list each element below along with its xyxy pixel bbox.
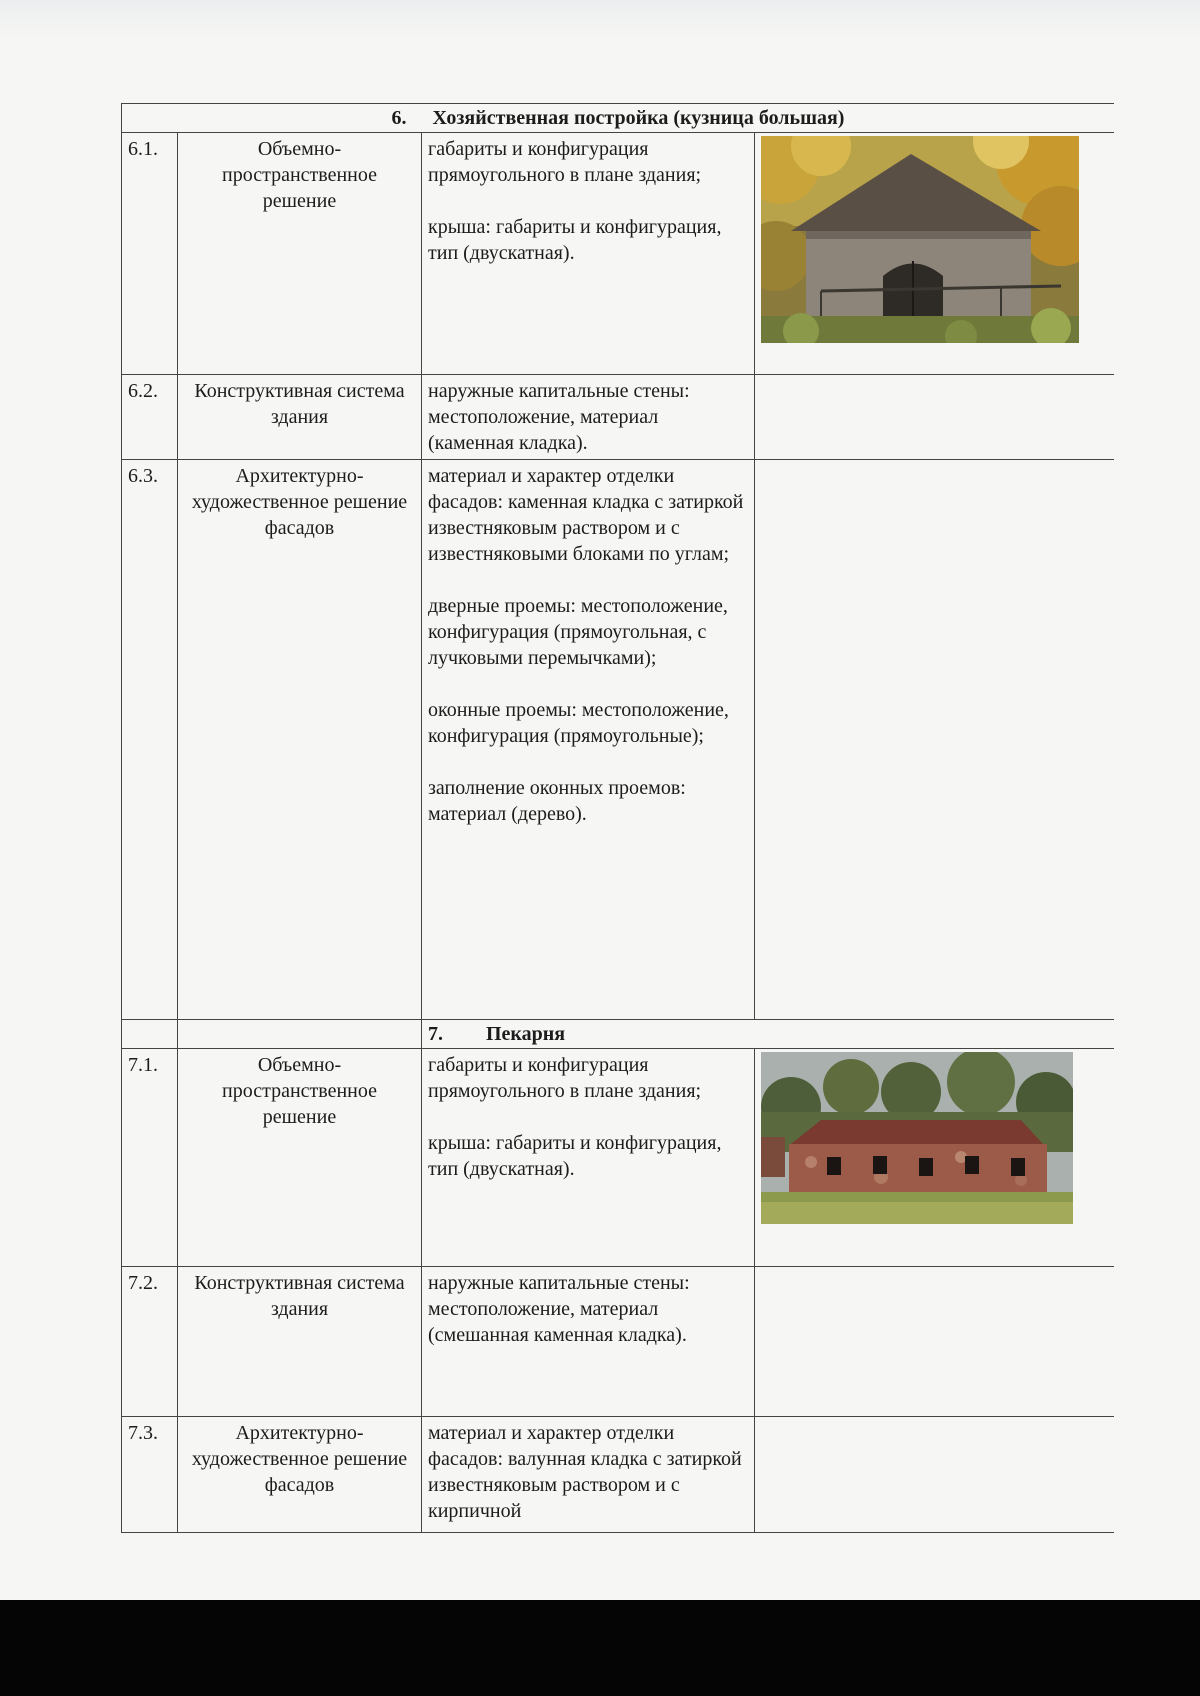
table-row <box>122 375 1115 460</box>
feature-name: Объемно-пространственное решение <box>178 1049 422 1267</box>
photo-cell <box>755 375 1115 460</box>
feature-description <box>422 133 755 375</box>
section-heading-row <box>122 1020 1115 1049</box>
section-heading-row <box>122 104 1115 133</box>
feature-description <box>422 460 755 1020</box>
description-paragraph: наружные капитальные стены: местоположение, материал (смешанная каменная кладка). <box>428 1272 690 1346</box>
table-row <box>122 1267 1115 1417</box>
description-paragraph: габариты и конфигурация прямоугольного в плане здания; <box>428 138 702 186</box>
section-7-heading <box>422 1020 1115 1049</box>
description-paragraph: габариты и конфигурация прямоугольного в плане здания; <box>428 1054 702 1102</box>
row-number: 6.2. <box>122 375 178 460</box>
feature-name: Конструктивная система здания <box>178 1267 422 1417</box>
description-paragraph: наружные капитальные стены: местоположение, материал (каменная кладка). <box>428 380 690 454</box>
photo-cell <box>755 1417 1115 1533</box>
feature-name: Конструктивная система здания <box>178 375 422 460</box>
description-paragraph: заполнение оконных проемов: материал (дерево). <box>428 777 686 825</box>
row-number: 7.2. <box>122 1267 178 1417</box>
description-paragraph: материал и характер отделки фасадов: каменная кладка с затиркой известняковым раствором и с известняковыми блоками по углам; <box>428 465 744 565</box>
section-6-heading <box>122 104 1115 133</box>
section-number: 6. <box>391 107 407 129</box>
stone-smithy-photo <box>761 136 1079 343</box>
scan-bottom-margin <box>0 1600 1200 1696</box>
table-row <box>122 133 1115 375</box>
row-number: 7.1. <box>122 1049 178 1267</box>
section-number: 7. <box>428 1023 443 1045</box>
document-table-container <box>121 103 1114 1539</box>
row-number: 7.3. <box>122 1417 178 1533</box>
feature-description <box>422 1267 755 1417</box>
table-row <box>122 460 1115 1020</box>
feature-name: Архитектурно-художественное решение фасадов <box>178 460 422 1020</box>
bakery-ruin-photo <box>761 1052 1073 1224</box>
feature-name: Архитектурно-художественное решение фасадов <box>178 1417 422 1533</box>
description-paragraph: крыша: габариты и конфигурация, тип (двускатная). <box>428 1132 722 1180</box>
row-number: 6.1. <box>122 133 178 375</box>
feature-name: Объемно-пространственное решение <box>178 133 422 375</box>
section-title: Хозяйственная постройка (кузница большая) <box>432 107 845 129</box>
feature-description <box>422 1049 755 1267</box>
row-number: 6.3. <box>122 460 178 1020</box>
feature-description <box>422 375 755 460</box>
photo-cell <box>755 460 1115 1020</box>
scan-top-margin <box>0 0 1200 40</box>
description-paragraph: материал и характер отделки фасадов: валунная кладка с затиркой известняковым раствором и с кирпичной <box>428 1422 742 1522</box>
description-paragraph: оконные проемы: местоположение, конфигурация (прямоугольные); <box>428 699 729 747</box>
photo-cell <box>755 1049 1115 1267</box>
photo-cell <box>755 1267 1115 1417</box>
feature-description <box>422 1417 755 1533</box>
object-features-table <box>121 103 1114 1533</box>
table-row <box>122 1417 1115 1533</box>
description-paragraph: дверные проемы: местоположение, конфигурация (прямоугольная, с лучковыми перемычками); <box>428 595 728 669</box>
section-title: Пекарня <box>486 1023 566 1045</box>
table-row <box>122 1049 1115 1267</box>
description-paragraph: крыша: габариты и конфигурация, тип (двускатная). <box>428 216 722 264</box>
photo-cell <box>755 133 1115 375</box>
